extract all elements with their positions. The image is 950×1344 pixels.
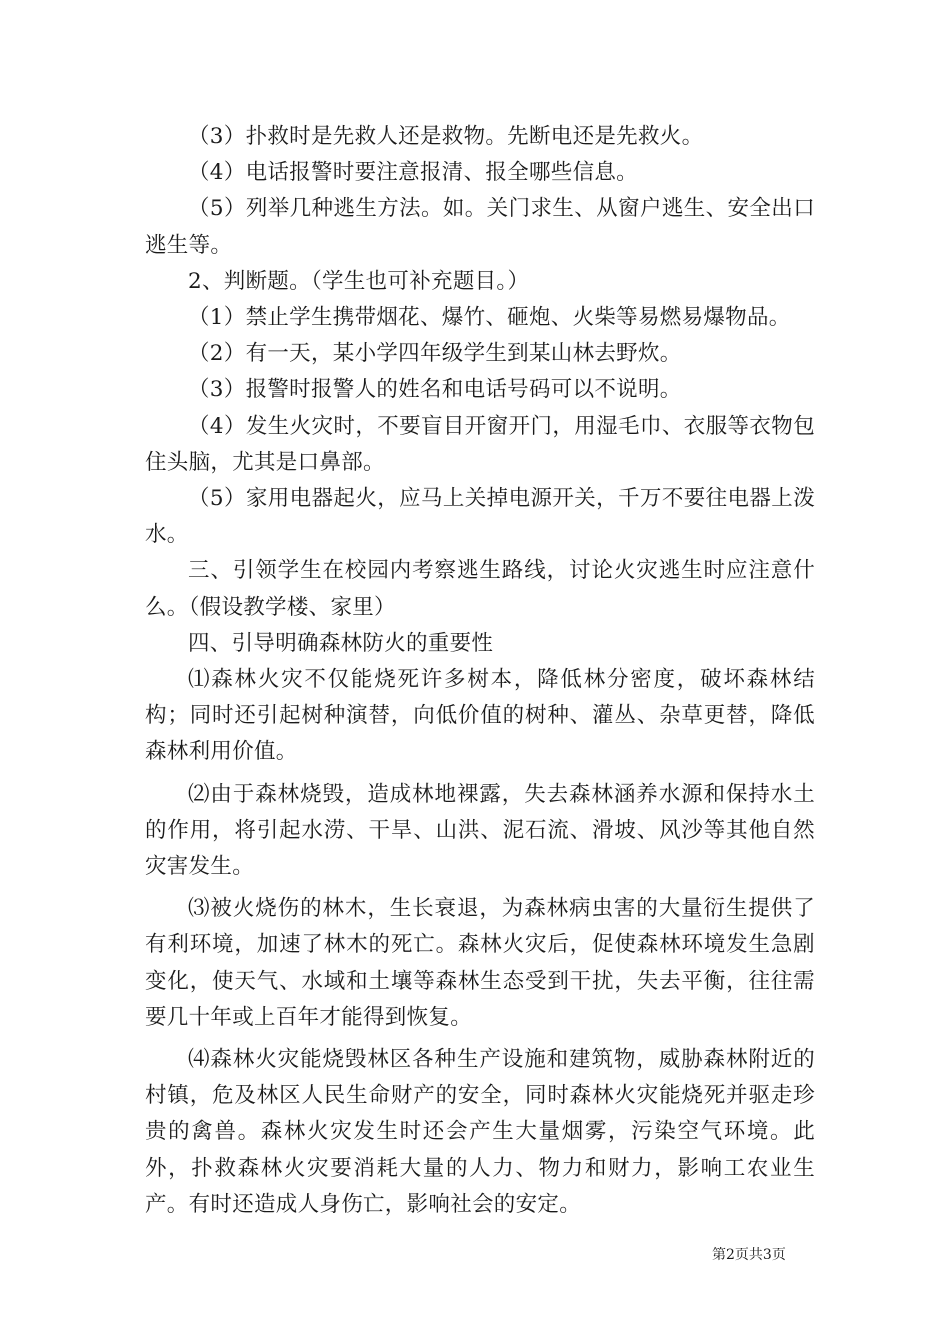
- paragraph: （4）发生火灾时，不要盲目开窗开门，用湿毛巾、衣服等衣物包住头脑，尤其是口鼻部。: [145, 413, 815, 475]
- page-number-label: 第2页共3页: [712, 1247, 786, 1263]
- paragraph: （2）有一天，某小学四年级学生到某山林去野炊。: [188, 341, 682, 367]
- paragraph: （3）扑救时是先救人还是救物。先断电还是先救火。: [188, 124, 704, 149]
- paragraph: ⑵由于森林烧毁，造成林地裸露，失去森林涵养水源和保持水土的作用，将引起水涝、干旱、山洪、泥石流、滑坡、风沙等其他自然灾害发生。: [145, 781, 815, 880]
- paragraph: （5）列举几种逃生方法。如。关门求生、从窗户逃生、安全出口逃生等。: [145, 196, 815, 258]
- paragraph: （5）家用电器起火，应马上关掉电源开关，千万不要往电器上泼水。: [145, 486, 815, 548]
- paragraph: （3）报警时报警人的姓名和电话号码可以不说明。: [188, 377, 682, 403]
- paragraph: 2、判断题。（学生也可补充题目。）: [188, 268, 530, 294]
- paragraph: （1）禁止学生携带烟花、爆竹、砸炮、火柴等易燃易爆物品。: [188, 305, 791, 331]
- paragraph: ⑶被火烧伤的林木，生长衰退，为森林病虫害的大量衍生提供了有利环境，加速了林木的死亡。森林火灾后，促使森林环境发生急剧变化，使天气、水域和土壤等森林生态受到干扰，失去平衡，往往需要几十年或上百年才能得到恢复。: [145, 896, 815, 1030]
- paragraph: ⑷森林火灾能烧毁林区各种生产设施和建筑物，威胁森林附近的村镇，危及林区人民生命财产的安全，同时森林火灾能烧死并驱走珍贵的禽兽。森林火灾发生时还会产生大量烟雾，污染空气环境。此外，扑救森林火灾要消耗大量的人力、物力和财力，影响工农业生产。有时还造成人身伤亡，影响社会的安定。: [145, 1047, 815, 1217]
- paragraph: ⑴森林火灾不仅能烧死许多树本，降低林分密度，破坏森林结构；同时还引起树种演替，向低价值的树种、灌丛、杂草更替，降低森林利用价值。: [145, 667, 815, 765]
- document-body: [145, 119, 815, 1223]
- paragraph: 三、引领学生在校园内考察逃生路线，讨论火灾逃生时应注意什么。（假设教学楼、家里）: [145, 558, 815, 620]
- paragraph: （4）电话报警时要注意报清、报全哪些信息。: [188, 160, 638, 186]
- paragraph: 四、引导明确森林防火的重要性: [188, 630, 494, 656]
